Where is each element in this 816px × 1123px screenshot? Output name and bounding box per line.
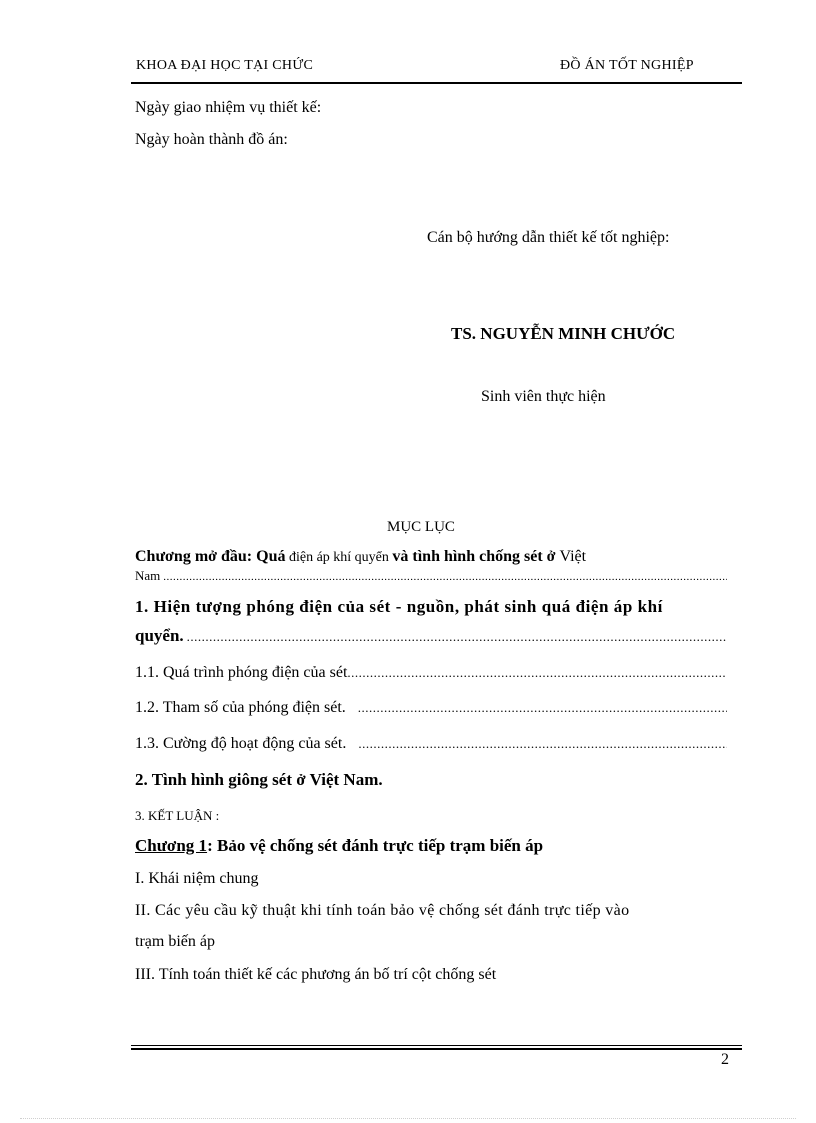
toc-item-1-1[interactable] — [135, 664, 727, 682]
chapter-1-label: Chương 1 — [135, 836, 208, 855]
student-label: Sinh viên thực hiện — [481, 388, 606, 405]
leader-dots — [358, 700, 727, 716]
toc-intro-tail: và tình hình chống sét ở — [392, 548, 560, 565]
toc-section-1[interactable]: 1. Hiện tượng phóng điện của sét - nguồn, phát sinh quá điện áp khí — [135, 597, 663, 616]
toc-item-1-3[interactable] — [135, 735, 727, 753]
toc-intro-second-line[interactable] — [135, 568, 727, 584]
leader-dots — [347, 665, 727, 681]
toc-intro-end: Việt — [559, 548, 587, 565]
toc-intro-nam: Nam — [135, 568, 161, 583]
ch1-item-3[interactable]: III. Tính toán thiết kế các phương án bố trí cột chống sét — [135, 966, 497, 983]
ch1-item-2[interactable]: II. Các yêu cầu kỹ thuật khi tính toán bảo vệ chống sét đánh trực tiếp vào — [135, 902, 630, 919]
toc-title: MỤC LỤC — [387, 519, 455, 535]
header-rule — [131, 82, 742, 84]
assign-date-label: Ngày giao nhiệm vụ thiết kế: — [135, 99, 322, 116]
toc-section-1-line2: quyển. — [135, 626, 184, 645]
chapter-1-title: : Bảo vệ chống sét đánh trực tiếp trạm biến áp — [207, 836, 544, 855]
complete-date-label: Ngày hoàn thành đồ án: — [135, 131, 288, 148]
toc-item-label: 1.1. Quá trình phóng điện của sét — [135, 664, 348, 681]
toc-item-label: 1.2. Tham số của phóng điện sét. — [135, 699, 346, 716]
ch1-item-1[interactable]: I. Khái niệm chung — [135, 870, 259, 887]
supervisor-label: Cán bộ hướng dẫn thiết kế tốt nghiệp: — [427, 229, 670, 246]
leader-dots — [163, 571, 727, 583]
toc-chapter-1[interactable] — [135, 836, 543, 856]
toc-item-label: 1.3. Cường độ hoạt động của sét. — [135, 735, 347, 752]
leader-dots — [187, 629, 727, 645]
leader-dots — [358, 736, 727, 752]
toc-intro-lead: Chương mở đầu: Quá — [135, 548, 286, 565]
header-left: KHOA ĐẠI HỌC TẠI CHỨC — [136, 58, 314, 73]
toc-section-3[interactable]: 3. KẾT LUẬN : — [135, 808, 220, 823]
supervisor-name: TS. NGUYỄN MINH CHƯỚC — [451, 324, 676, 343]
page-boundary — [20, 1118, 796, 1119]
header-right: ĐỒ ÁN TỐT NGHIỆP — [560, 58, 694, 73]
toc-item-1-2[interactable] — [135, 699, 727, 717]
ch1-item-2-cont[interactable]: trạm biến áp — [135, 933, 215, 950]
toc-section-1-cont[interactable] — [135, 626, 727, 646]
toc-intro-mid: điện áp khí quyển — [285, 550, 393, 565]
toc-section-2[interactable]: 2. Tình hình giông sét ở Việt Nam. — [135, 770, 383, 789]
page-number: 2 — [721, 1051, 729, 1068]
footer-rule-bottom — [131, 1048, 742, 1050]
toc-intro-line — [135, 548, 727, 566]
footer-rule-top — [131, 1045, 742, 1046]
